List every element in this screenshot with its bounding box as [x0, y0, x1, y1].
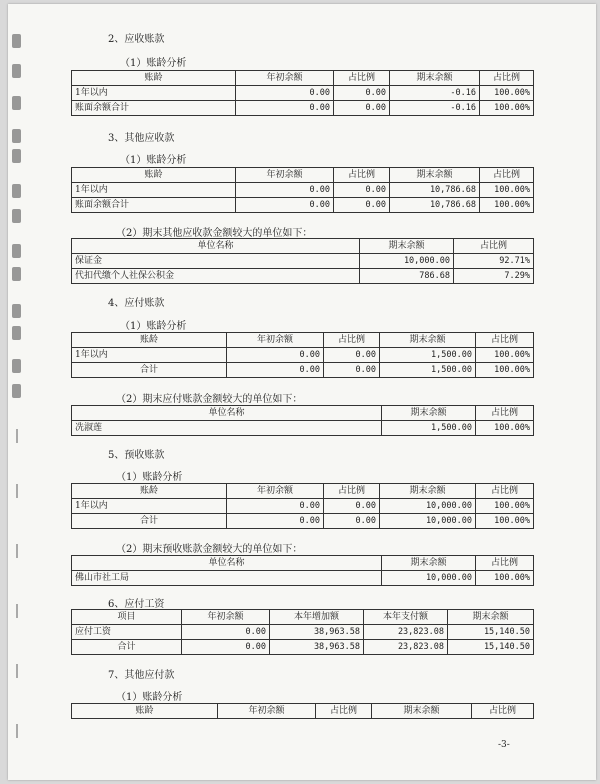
table-header-row — [72, 556, 534, 571]
header-cell: 本年支付额 — [364, 610, 448, 625]
binding-strip — [8, 4, 30, 780]
aging-table-receivables — [71, 70, 534, 116]
header-cell: 期末余额 — [382, 556, 476, 571]
binding-clip — [12, 96, 21, 110]
aging-table-other-receivables — [71, 167, 534, 213]
cell: 保证金 — [72, 254, 360, 269]
cell: 合计 — [72, 514, 227, 529]
table-header-row — [72, 484, 534, 499]
header-cell: 年初余额 — [182, 610, 270, 625]
cell: 0.00 — [236, 101, 334, 116]
section-heading-4: 4、应付账款 — [108, 298, 165, 309]
cell: 100.00% — [480, 86, 534, 101]
header-cell: 期末余额 — [372, 704, 472, 719]
cell: 1,500.00 — [380, 363, 476, 378]
cell: 100.00% — [476, 571, 534, 586]
header-cell: 占比例 — [476, 556, 534, 571]
cell: 应付工资 — [72, 625, 182, 640]
header-cell: 单位名称 — [72, 239, 360, 254]
cell: 38,963.58 — [270, 625, 364, 640]
header-cell: 账龄 — [72, 333, 227, 348]
header-cell: 占比例 — [476, 333, 534, 348]
header-cell: 单位名称 — [72, 406, 382, 421]
cell: 0.00 — [227, 348, 324, 363]
subheading-aging: （1）账龄分析 — [120, 321, 187, 332]
header-cell: 年初余额 — [218, 704, 316, 719]
cell: 0.00 — [324, 363, 380, 378]
section-heading-3: 3、其他应收款 — [108, 133, 175, 144]
cell: 0.00 — [227, 514, 324, 529]
cell: 15,140.50 — [448, 625, 534, 640]
subheading-top-units: （2）期末其他应收款金额较大的单位如下： — [116, 228, 313, 239]
table-row — [72, 514, 534, 529]
header-cell: 年初余额 — [236, 168, 334, 183]
cell: 0.00 — [334, 183, 390, 198]
cell: 100.00% — [480, 101, 534, 116]
table-row — [72, 183, 534, 198]
cell: 0.00 — [236, 198, 334, 213]
binding-clip — [12, 64, 21, 78]
table-row — [72, 269, 534, 284]
cell: 账面余额合计 — [72, 101, 236, 116]
header-cell: 账龄 — [72, 168, 236, 183]
cell: 1,500.00 — [380, 348, 476, 363]
cell: 10,000.00 — [380, 499, 476, 514]
table-row — [72, 571, 534, 586]
binding-mark — [16, 544, 18, 558]
subheading-aging: （1）账龄分析 — [120, 58, 187, 69]
cell: 0.00 — [182, 625, 270, 640]
header-cell: 占比例 — [316, 704, 372, 719]
cell: 合计 — [72, 640, 182, 655]
header-cell: 年初余额 — [236, 71, 334, 86]
binding-mark — [16, 484, 18, 498]
page-number: -3- — [498, 740, 510, 750]
header-cell: 账龄 — [72, 704, 218, 719]
cell: 100.00% — [476, 363, 534, 378]
cell: 786.68 — [360, 269, 454, 284]
header-cell: 期末余额 — [380, 333, 476, 348]
cell: 0.00 — [227, 499, 324, 514]
header-cell: 期末余额 — [448, 610, 534, 625]
unit-table-payables — [71, 405, 534, 436]
binding-mark — [16, 604, 18, 618]
table-row — [72, 363, 534, 378]
cell: 0.00 — [334, 198, 390, 213]
cell: 10,786.68 — [390, 198, 480, 213]
cell: 7.29% — [454, 269, 534, 284]
table-row — [72, 348, 534, 363]
table-header-row — [72, 168, 534, 183]
header-cell: 占比例 — [476, 406, 534, 421]
cell: -0.16 — [390, 86, 480, 101]
binding-clip — [12, 184, 21, 198]
cell: 0.00 — [334, 86, 390, 101]
header-cell: 占比例 — [324, 333, 380, 348]
header-cell: 期末余额 — [390, 168, 480, 183]
binding-mark — [16, 429, 18, 443]
cell: 10,000.00 — [380, 514, 476, 529]
cell: 1年以内 — [72, 348, 227, 363]
subheading-top-units: （2）期末预收账款金额较大的单位如下： — [116, 544, 303, 555]
cell: 10,786.68 — [390, 183, 480, 198]
table-row — [72, 101, 534, 116]
cell: 0.00 — [182, 640, 270, 655]
subheading-aging: （1）账龄分析 — [116, 692, 183, 703]
binding-clip — [12, 267, 21, 281]
cell: 0.00 — [236, 86, 334, 101]
table-row — [72, 640, 534, 655]
cell: 100.00% — [476, 499, 534, 514]
cell: 0.00 — [324, 348, 380, 363]
binding-mark — [16, 664, 18, 678]
binding-clip — [12, 244, 21, 258]
cell: 0.00 — [236, 183, 334, 198]
table-row — [72, 254, 534, 269]
cell: 100.00% — [480, 198, 534, 213]
header-cell: 占比例 — [472, 704, 534, 719]
binding-mark — [16, 724, 18, 738]
cell: 佛山市社工局 — [72, 571, 382, 586]
cell: 23,823.08 — [364, 625, 448, 640]
section-heading-6: 6、应付工资 — [108, 599, 165, 610]
table-header-row — [72, 71, 534, 86]
cell: 100.00% — [476, 421, 534, 436]
subheading-top-units: （2）期末应付账款金额较大的单位如下： — [116, 394, 303, 405]
binding-clip — [12, 34, 21, 48]
binding-clip — [12, 149, 21, 163]
binding-clip — [12, 326, 21, 340]
header-cell: 占比例 — [324, 484, 380, 499]
cell: 10,000.00 — [382, 571, 476, 586]
header-cell: 期末余额 — [382, 406, 476, 421]
cell: 0.00 — [334, 101, 390, 116]
unit-table-other-receivables — [71, 238, 534, 284]
cell: 1年以内 — [72, 86, 236, 101]
cell: 1年以内 — [72, 499, 227, 514]
header-cell: 年初余额 — [227, 333, 324, 348]
aging-table-advances — [71, 483, 534, 529]
cell: 10,000.00 — [360, 254, 454, 269]
header-cell: 占比例 — [454, 239, 534, 254]
cell: 15,140.50 — [448, 640, 534, 655]
cell: 代扣代缴个人社保公积金 — [72, 269, 360, 284]
section-heading-7: 7、其他应付款 — [108, 670, 175, 681]
cell: 0.00 — [227, 363, 324, 378]
subheading-aging: （1）账龄分析 — [116, 472, 183, 483]
cell: 100.00% — [476, 348, 534, 363]
binding-clip — [12, 384, 21, 398]
table-row — [72, 421, 534, 436]
header-cell: 占比例 — [476, 484, 534, 499]
cell: 0.00 — [324, 514, 380, 529]
header-cell: 账龄 — [72, 71, 236, 86]
header-cell: 期末余额 — [390, 71, 480, 86]
aging-table-payables — [71, 332, 534, 378]
table-row — [72, 198, 534, 213]
binding-clip — [12, 304, 21, 318]
table-header-row — [72, 239, 534, 254]
binding-clip — [12, 359, 21, 373]
cell: 冼淑莲 — [72, 421, 382, 436]
section-heading-2: 2、应收账款 — [108, 34, 165, 45]
table-header-row — [72, 704, 534, 719]
header-cell: 期末余额 — [360, 239, 454, 254]
table-header-row — [72, 610, 534, 625]
cell: 92.71% — [454, 254, 534, 269]
header-cell: 年初余额 — [227, 484, 324, 499]
cell: 23,823.08 — [364, 640, 448, 655]
unit-table-advances — [71, 555, 534, 586]
header-cell: 占比例 — [480, 71, 534, 86]
table-row — [72, 625, 534, 640]
cell: 1,500.00 — [382, 421, 476, 436]
binding-clip — [12, 129, 21, 143]
cell: 账面余额合计 — [72, 198, 236, 213]
header-cell: 单位名称 — [72, 556, 382, 571]
cell: 38,963.58 — [270, 640, 364, 655]
table-header-row — [72, 333, 534, 348]
header-cell: 占比例 — [334, 71, 390, 86]
cell: 0.00 — [324, 499, 380, 514]
header-cell: 占比例 — [480, 168, 534, 183]
cell: 100.00% — [476, 514, 534, 529]
header-cell: 期末余额 — [380, 484, 476, 499]
aging-table-other-payables — [71, 703, 534, 719]
table-row — [72, 499, 534, 514]
header-cell: 账龄 — [72, 484, 227, 499]
section-heading-5: 5、预收账款 — [108, 450, 165, 461]
cell: 合计 — [72, 363, 227, 378]
subheading-aging: （1）账龄分析 — [120, 155, 187, 166]
header-cell: 本年增加额 — [270, 610, 364, 625]
header-cell: 项目 — [72, 610, 182, 625]
header-cell: 占比例 — [334, 168, 390, 183]
document-page — [8, 4, 596, 780]
table-header-row — [72, 406, 534, 421]
cell: -0.16 — [390, 101, 480, 116]
cell: 1年以内 — [72, 183, 236, 198]
wages-table — [71, 609, 534, 655]
binding-clip — [12, 209, 21, 223]
table-row — [72, 86, 534, 101]
cell: 100.00% — [480, 183, 534, 198]
